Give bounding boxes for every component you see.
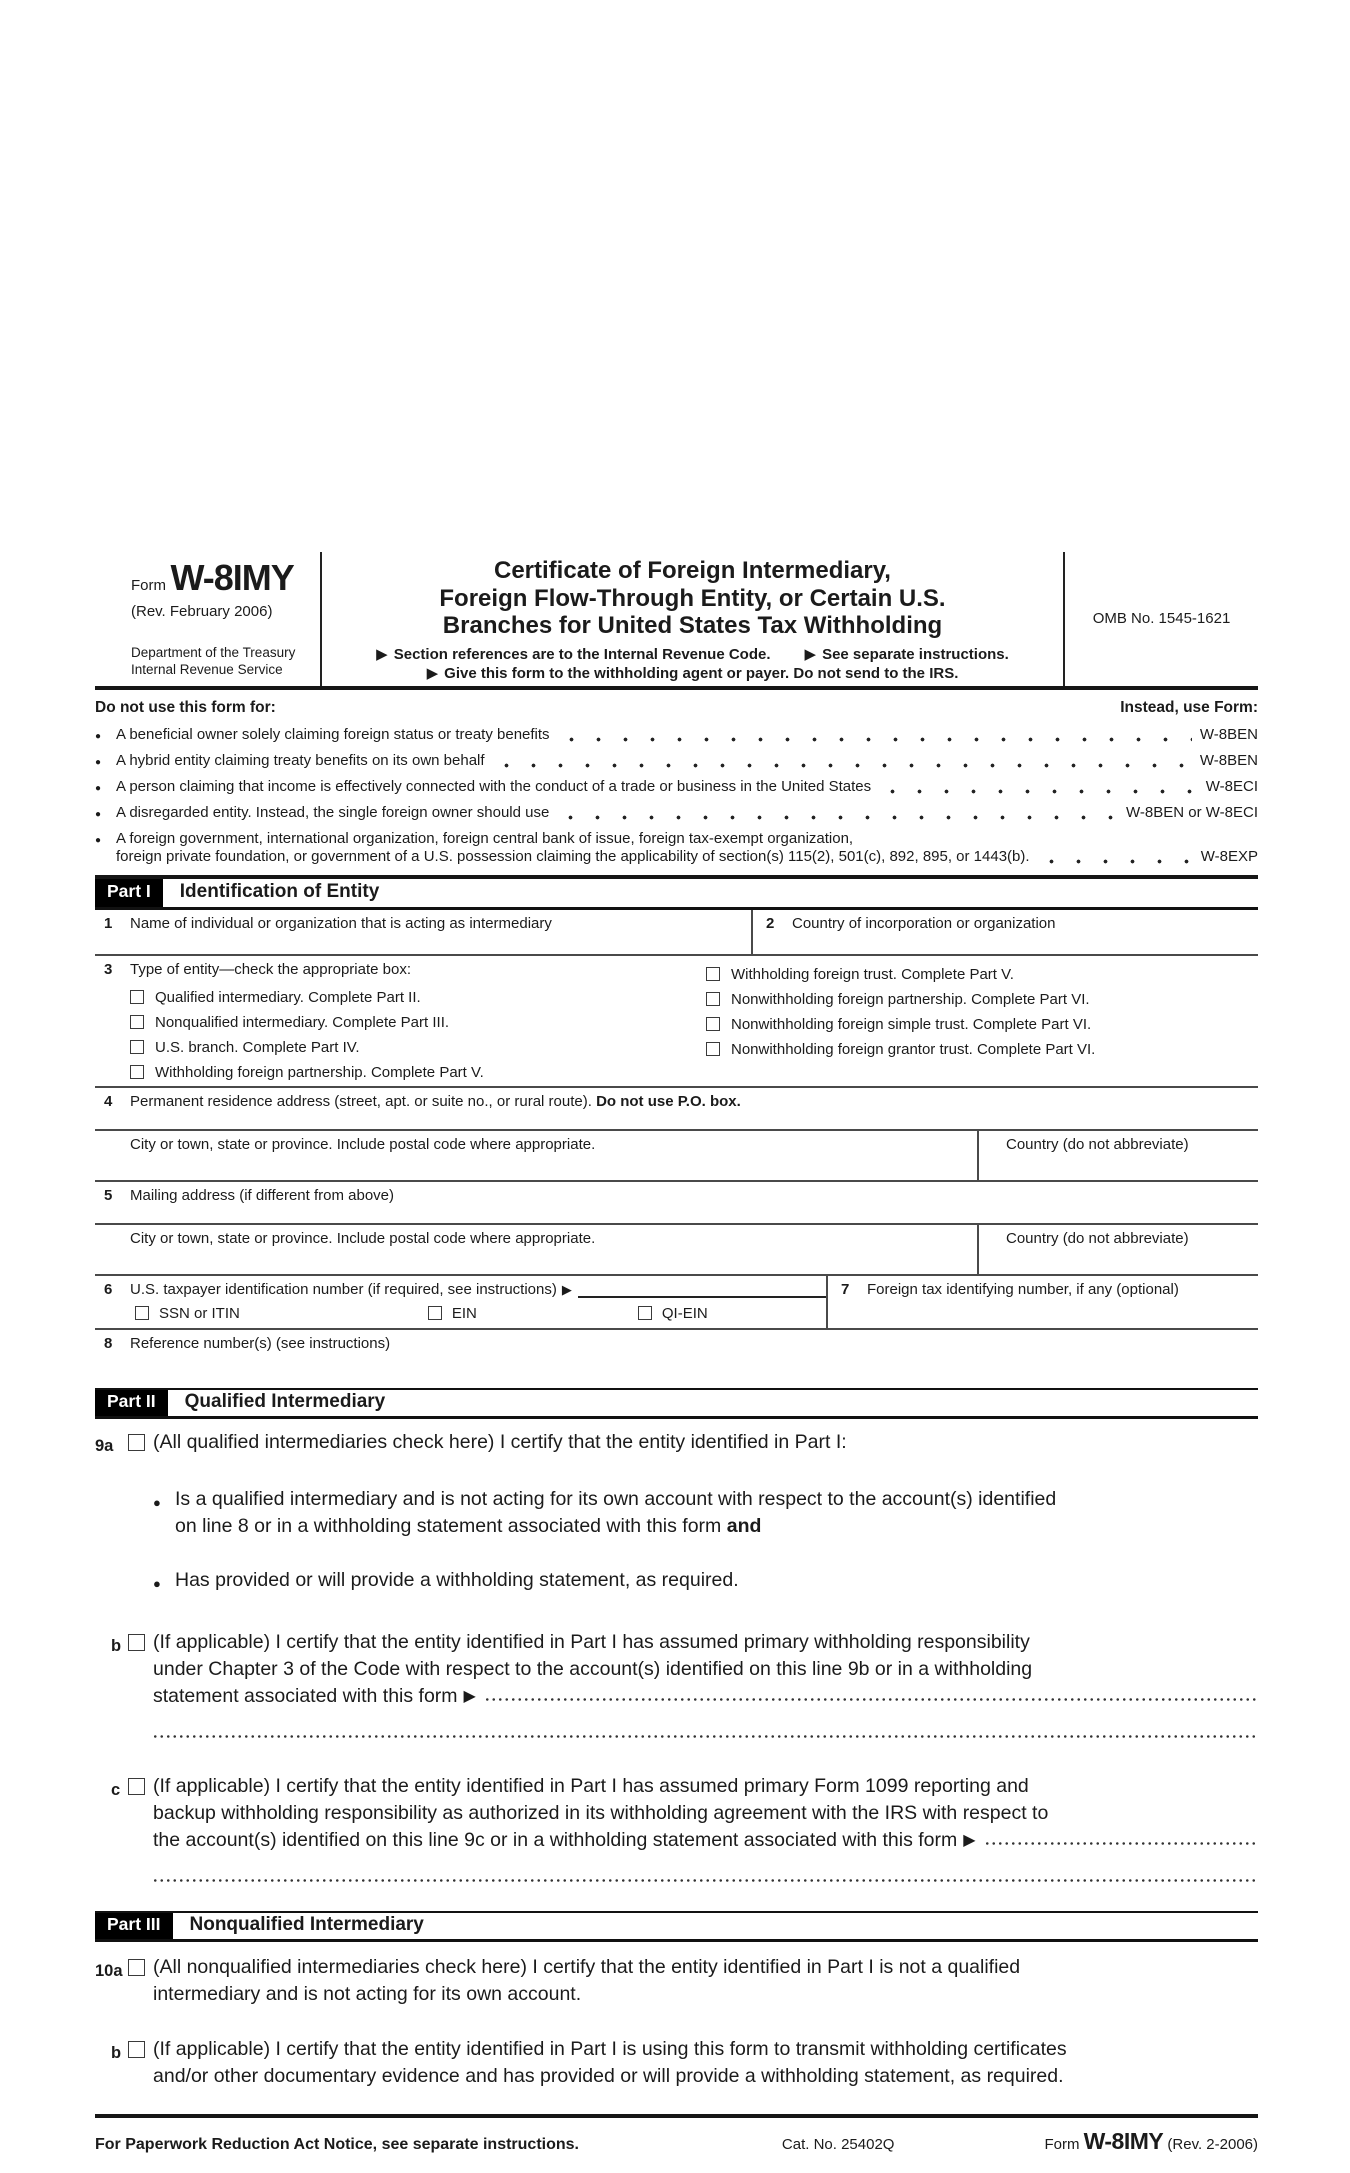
option-us-branch: U.S. branch. Complete Part IV. bbox=[130, 1035, 1258, 1060]
permanent-city-field[interactable] bbox=[95, 1131, 979, 1180]
line9c-write-in[interactable] bbox=[984, 1827, 1258, 1846]
line9c-write-in-line2[interactable] bbox=[152, 1877, 1258, 1883]
part3-label: Part III bbox=[95, 1913, 173, 1939]
mailing-city-field[interactable] bbox=[95, 1225, 979, 1274]
part1-label: Part I bbox=[95, 879, 163, 907]
title-block bbox=[322, 552, 1065, 686]
instead-use-form-heading: Instead, use Form: bbox=[1120, 698, 1258, 716]
line4-label-bold: Do not use P.O. box. bbox=[596, 1092, 741, 1110]
dot-leader bbox=[557, 809, 1118, 820]
part2-label: Part II bbox=[95, 1390, 168, 1416]
line9b-write-in-line2[interactable] bbox=[152, 1733, 1258, 1739]
option-nonwithholding-foreign-simple-trust: Nonwithholding foreign simple trust. Complete Part VI. bbox=[706, 1012, 1095, 1037]
entity-type-right-column bbox=[706, 962, 1095, 1062]
form-word: Form bbox=[131, 577, 166, 594]
header-instructions-1 bbox=[330, 645, 1055, 663]
omb-number: OMB No. 1545-1621 bbox=[1092, 610, 1231, 628]
instead-form-name: W-8BEN bbox=[1199, 725, 1258, 743]
line10a: 10a (All nonqualified intermediaries check here) I certify that the entity identified in Part I is not a qualified intermediary and is not acting for its own account. bbox=[95, 1954, 1258, 2008]
part2-title: Qualified Intermediary bbox=[184, 1390, 386, 1412]
part2-body bbox=[95, 1429, 1258, 1883]
checkbox-9b[interactable] bbox=[128, 1634, 145, 1651]
option-nonwithholding-foreign-partnership: Nonwithholding foreign partnership. Complete Part VI. bbox=[706, 987, 1095, 1012]
row-line6-line7 bbox=[95, 1276, 1258, 1330]
agency-block bbox=[131, 645, 314, 682]
bullet-icon: ● bbox=[153, 1494, 161, 1510]
dot-leader bbox=[558, 731, 1192, 742]
checkbox-us-branch[interactable] bbox=[130, 1040, 144, 1054]
line9a-number: 9a bbox=[95, 1436, 114, 1455]
form-id-block bbox=[95, 552, 322, 686]
do-not-use-item: ● A hybrid entity claiming treaty benefits on its own behalf W-8BEN bbox=[95, 751, 1258, 769]
part1-header bbox=[95, 879, 1258, 910]
line1-number: 1 bbox=[104, 914, 113, 932]
us-tin-input-line[interactable] bbox=[578, 1283, 826, 1298]
bullet-icon: ● bbox=[153, 1575, 161, 1591]
checkbox-ein[interactable] bbox=[428, 1306, 442, 1320]
form-title-line1: Certificate of Foreign Intermediary, bbox=[494, 557, 891, 584]
option-ssn-itin: SSN or ITIN bbox=[135, 1305, 240, 1322]
revision-date: (Rev. February 2006) bbox=[131, 603, 273, 620]
instruction-section-refs: Section references are to the Internal Revenue Code. bbox=[393, 645, 771, 663]
dot-leader bbox=[879, 783, 1198, 794]
footer-revision: (Rev. 2-2006) bbox=[1167, 2135, 1258, 2153]
bullet-icon: ● bbox=[95, 730, 102, 742]
line2-label: Country of incorporation or organization bbox=[792, 914, 1056, 932]
line10b-number: b bbox=[111, 2043, 122, 2062]
footer-form-word: Form bbox=[1044, 2135, 1080, 2153]
checkbox-nonwithholding-foreign-simple-trust[interactable] bbox=[706, 1017, 720, 1031]
arrow-icon: ▶ bbox=[804, 645, 817, 663]
catalog-number: Cat. No. 25402Q bbox=[781, 2135, 895, 2153]
instruction-give-form: Give this form to the withholding agent or payer. Do not send to the IRS. bbox=[444, 664, 959, 682]
line10a-number: 10a bbox=[95, 1961, 123, 1980]
city-label: City or town, state or province. Include postal code where appropriate. bbox=[130, 1229, 596, 1247]
checkbox-nonwithholding-foreign-partnership[interactable] bbox=[706, 992, 720, 1006]
instead-form-name: W-8EXP bbox=[1200, 847, 1258, 865]
row-line1-line2 bbox=[95, 910, 1258, 956]
arrow-icon: ▶ bbox=[561, 1281, 572, 1297]
form-title-line3: Branches for United States Tax Withholding bbox=[442, 612, 943, 640]
line5-label: Mailing address (if different from above) bbox=[130, 1186, 395, 1204]
line9c-number: c bbox=[111, 1780, 121, 1799]
instruction-see-separate: See separate instructions. bbox=[822, 645, 1009, 663]
row-line5-mailing-address bbox=[95, 1182, 1258, 1276]
row-line4-permanent-address bbox=[95, 1088, 1258, 1182]
part3-title: Nonqualified Intermediary bbox=[189, 1913, 424, 1935]
mailing-country-field[interactable] bbox=[979, 1225, 1258, 1274]
agency-line2: Internal Revenue Service bbox=[131, 661, 283, 677]
name-field[interactable] bbox=[95, 910, 753, 954]
line5-number: 5 bbox=[104, 1186, 113, 1204]
omb-box bbox=[1065, 552, 1258, 686]
line9b-write-in[interactable] bbox=[484, 1683, 1258, 1702]
part1-title: Identification of Entity bbox=[179, 880, 380, 902]
line1-label: Name of individual or organization that is acting as intermediary bbox=[130, 914, 552, 932]
line9a-text: (All qualified intermediaries check here) I certify that the entity identified in Part I: bbox=[153, 1430, 847, 1453]
us-tin-section bbox=[95, 1276, 828, 1328]
header-instructions-2 bbox=[330, 664, 1055, 682]
line6-number: 6 bbox=[104, 1280, 113, 1298]
checkbox-ssn-itin[interactable] bbox=[135, 1306, 149, 1320]
checkbox-10a[interactable] bbox=[128, 1959, 145, 1976]
country-label: Country (do not abbreviate) bbox=[1006, 1135, 1189, 1153]
part3-body bbox=[95, 1954, 1258, 2090]
line6-label: U.S. taxpayer identification number (if required, see instructions) bbox=[130, 1280, 557, 1298]
arrow-icon: ▶ bbox=[963, 1831, 976, 1849]
checkbox-nonqualified-intermediary[interactable] bbox=[130, 1015, 144, 1029]
line9a bbox=[95, 1429, 1258, 1460]
line4-label: Permanent residence address (street, apt. or suite no., or rural route). bbox=[130, 1092, 592, 1110]
option-nonwithholding-foreign-grantor-trust: Nonwithholding foreign grantor trust. Complete Part VI. bbox=[706, 1037, 1095, 1062]
footer-form-number: W-8IMY bbox=[1083, 2127, 1164, 2154]
checkbox-withholding-foreign-partnership[interactable] bbox=[130, 1065, 144, 1079]
line4-number: 4 bbox=[104, 1092, 113, 1110]
bullet-icon: ● bbox=[95, 834, 102, 846]
checkbox-nonwithholding-foreign-grantor-trust[interactable] bbox=[706, 1042, 720, 1056]
line8-label: Reference number(s) (see instructions) bbox=[130, 1334, 391, 1352]
option-withholding-foreign-partnership: Withholding foreign partnership. Complete Part V. bbox=[130, 1060, 1258, 1085]
line9c: c (If applicable) I certify that the entity identified in Part I has assumed primary Form 1099 reporting and backup withholding responsibility as authorized in its withholding agreement with the IRS with respect to the account(s) identified on this line 9c or in a withholding statement associated with this form ▶ bbox=[95, 1773, 1258, 1854]
do-not-use-section bbox=[95, 690, 1258, 879]
checkbox-9c[interactable] bbox=[128, 1778, 145, 1795]
mailing-address-field[interactable] bbox=[95, 1182, 1258, 1223]
bullet-icon: ● bbox=[95, 756, 102, 768]
line7-label: Foreign tax identifying number, if any (optional) bbox=[867, 1280, 1179, 1298]
bullet-icon: ● bbox=[95, 808, 102, 820]
form-number: W-8IMY bbox=[170, 557, 294, 598]
country-incorporation-field[interactable] bbox=[753, 910, 1258, 954]
do-not-use-heading: Do not use this form for: bbox=[95, 698, 276, 716]
bullet-withholding-statement: ● Has provided or will provide a withholding statement, as required. bbox=[153, 1567, 1258, 1597]
checkbox-9a[interactable] bbox=[128, 1434, 145, 1451]
do-not-use-item: ● A person claiming that income is effectively connected with the conduct of a trade or business in the United States W-8ECI bbox=[95, 777, 1258, 795]
line9b-number: b bbox=[111, 1636, 122, 1655]
do-not-use-item-continued: foreign private foundation, or government of a U.S. possession claiming the applicability of section(s) 115(2), 501(c), 892, 895, or 1443(b). W-8EXP bbox=[116, 847, 1258, 865]
country-label: Country (do not abbreviate) bbox=[1006, 1229, 1189, 1247]
permanent-country-field[interactable] bbox=[979, 1131, 1258, 1180]
checkbox-10b[interactable] bbox=[128, 2041, 145, 2058]
part2-header bbox=[95, 1388, 1258, 1419]
bullet-icon: ● bbox=[95, 782, 102, 794]
option-ein: EIN bbox=[428, 1305, 477, 1322]
city-label: City or town, state or province. Include postal code where appropriate. bbox=[130, 1135, 596, 1153]
checkbox-qi-ein[interactable] bbox=[638, 1306, 652, 1320]
instead-form-name: W-8ECI bbox=[1205, 777, 1258, 795]
line10b: b (If applicable) I certify that the entity identified in Part I is using this form to transmit withholding certificates and/or other documentary evidence and has provided or will provide a withholding statement, as required. bbox=[95, 2036, 1258, 2090]
instead-form-name: W-8BEN bbox=[1199, 751, 1258, 769]
foreign-tin-field[interactable] bbox=[828, 1276, 1258, 1328]
permanent-address-field[interactable] bbox=[95, 1088, 1258, 1129]
arrow-icon: ▶ bbox=[426, 664, 439, 682]
line3-number: 3 bbox=[104, 960, 113, 978]
arrow-icon: ▶ bbox=[463, 1687, 476, 1705]
line3-label: Type of entity—check the appropriate box: bbox=[130, 960, 411, 978]
do-not-use-item: ● A beneficial owner solely claiming foreign status or treaty benefits W-8BEN bbox=[95, 725, 1258, 743]
reference-numbers-field[interactable] bbox=[95, 1330, 1258, 1378]
part3-header bbox=[95, 1911, 1258, 1942]
option-withholding-foreign-trust: Withholding foreign trust. Complete Part V. bbox=[706, 962, 1095, 987]
bullet-qualified-intermediary: ● Is a qualified intermediary and is not acting for its own account with respect to the account(s) identified on line 8 or in a withholding statement associated with this form and bbox=[153, 1486, 1258, 1540]
form-footer bbox=[95, 2114, 1258, 2155]
checkbox-withholding-foreign-trust[interactable] bbox=[706, 967, 720, 981]
line7-number: 7 bbox=[841, 1280, 850, 1298]
dot-leader bbox=[1038, 853, 1193, 864]
option-nonqualified-intermediary: Nonqualified intermediary. Complete Part III. bbox=[130, 1010, 1258, 1035]
option-qi-ein: QI-EIN bbox=[638, 1305, 708, 1322]
arrow-icon: ▶ bbox=[376, 645, 388, 663]
do-not-use-item: ● A disregarded entity. Instead, the single foreign owner should use W-8BEN or W-8ECI bbox=[95, 803, 1258, 821]
line9b: b (If applicable) I certify that the entity identified in Part I has assumed primary withholding responsibility under Chapter 3 of the Code with respect to the account(s) identified on this line 9b or in a withholding statement associated with this form ▶ bbox=[95, 1629, 1258, 1710]
form-title-line2: Foreign Flow-Through Entity, or Certain U.S. bbox=[439, 584, 946, 612]
agency-line1: Department of the Treasury bbox=[131, 645, 296, 661]
line2-number: 2 bbox=[766, 914, 775, 932]
instead-form-name: W-8BEN or W-8ECI bbox=[1126, 803, 1258, 821]
option-qualified-intermediary: Qualified intermediary. Complete Part II. bbox=[130, 985, 1258, 1010]
row-line3-entity-type bbox=[95, 956, 1258, 1088]
form-header bbox=[95, 552, 1258, 690]
line8-number: 8 bbox=[104, 1334, 113, 1352]
paperwork-notice: For Paperwork Reduction Act Notice, see separate instructions. bbox=[95, 2135, 579, 2153]
checkbox-qualified-intermediary[interactable] bbox=[130, 990, 144, 1004]
do-not-use-item: ● A foreign government, international organization, foreign central bank of issue, foreign tax-exempt organization, bbox=[95, 829, 854, 847]
dot-leader bbox=[493, 757, 1192, 768]
